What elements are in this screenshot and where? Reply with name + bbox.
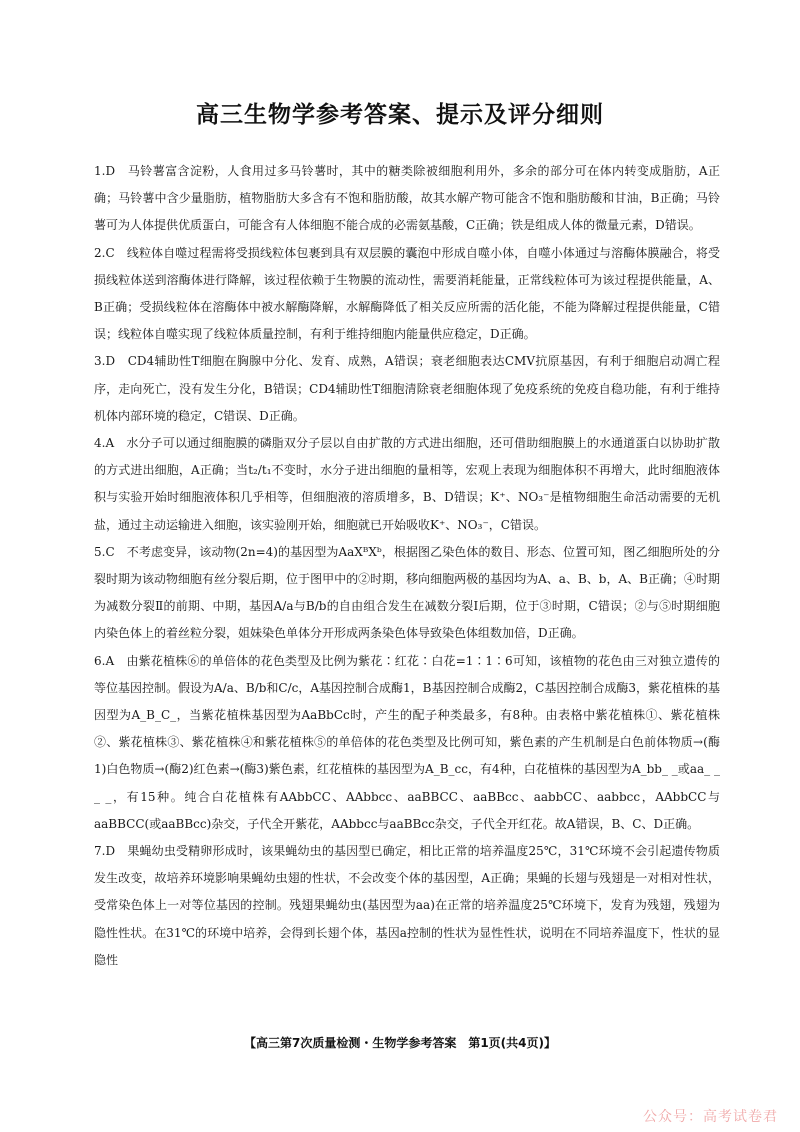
page-footer: 【高三第7次质量检测・生物学参考答案 第1页(共4页)】 [243,1036,557,1050]
answer-item-6: 6.A 由紫花植株⑥的单倍体的花色类型及比例为紫花∶红花∶白花=1∶1∶6可知，该植物的花色由三对独立遗传的等位基因控制。假设为A/a、B/b和C/c，A基因控制合成酶1，B基因控制合成酶2，C基因控制合成酶3，紫花植株的基因型为A_B_C_，当紫花植株基因型为AaBbCc时，产生的配子种类最多，有8种。由表格中紫花植株①、紫花植株②、紫花植株③、紫花植株④和紫花植株⑤的单倍体的花色类型及比例可知，紫色素的产生机制是白色前体物质→(酶1)白色物质→(酶2)红色素→(酶3)紫色素，红花植株的基因型为A_B_cc，有4种，白花植株的基因型为A_bb_ _或aa_ _ _ _，有15种。纯合白花植株有AAbbCC、AAbbcc、aaBBCC、aaBBcc、aabbCC、aabbcc，AAbbCC与aaBBCC(或aaBBcc)杂交，子代全开紫花，AAbbcc与aaBBcc杂交，子代全开红花。故A错误，B、C、D正确。 [94,653,720,831]
answer-item-1: 1.D 马铃薯富含淀粉，人食用过多马铃薯时，其中的糖类除被细胞利用外，多余的部分可在体内转变成脂肪，A正确；马铃薯中含少量脂肪，植物脂肪大多含有不饱和脂肪酸，故其水解产物可能含不饱和脂肪酸和甘油，B正确；马铃薯可为人体提供优质蛋白，可能含有人体细胞不能合成的必需氨基酸，C正确；铁是组成人体的微量元素，D错误。 [94,164,720,233]
page-title: 高三生物学参考答案、提示及评分细则 [196,102,604,128]
answer-item-5: 5.C 不考虑变异，该动物(2n=4)的基因型为AaXᴮXᵇ，根据图乙染色体的数目、形态、位置可知，图乙细胞所处的分裂时期为该动物细胞有丝分裂后期，位于图甲中的②时期，移向细胞两极的基因均为A、a、B、b，A、B正确；④时期为减数分裂Ⅱ的前期、中期，基因A/a与B/b的自由组合发生在减数分裂Ⅰ后期，位于③时期，C错误；②与⑤时期细胞内染色体上的着丝粒分裂，姐妹染色单体分开形成两条染色体导致染色体组数加倍，D正确。 [94,544,720,641]
answer-item-3: 3.D CD4辅助性T细胞在胸腺中分化、发育、成熟，A错误；衰老细胞表达CMV抗原基因，有利于细胞启动凋亡程序，走向死亡，没有发生分化，B错误；CD4辅助性T细胞清除衰老细胞体现了免疫系统的免疫自稳功能，有利于维持机体内部环境的稳定，C错误、D正确。 [94,354,720,423]
answer-item-2: 2.C 线粒体自噬过程需将受损线粒体包裹到具有双层膜的囊泡中形成自噬小体，自噬小体通过与溶酶体膜融合，将受损线粒体送到溶酶体进行降解，该过程依赖于生物膜的流动性，需要消耗能量，正常线粒体可为该过程提供能量，A、B正确；受损线粒体在溶酶体中被水解酶降解，水解酶降低了相关反应所需的活化能，不能为降解过程提供能量，C错误；线粒体自噬实现了线粒体质量控制，有利于维持细胞内能量供应稳定，D正确。 [94,245,720,342]
answer-item-7: 7.D 果蝇幼虫受精卵形成时，该果蝇幼虫的基因型已确定，相比正常的培养温度25℃，31℃环境不会引起遗传物质发生改变，故培养环境影响果蝇幼虫翅的性状，不会改变个体的基因型，A正确；果蝇的长翅与残翅是一对相对性状，受常染色体上一对等位基因的控制。残翅果蝇幼虫(基因型为aa)在正常的培养温度25℃环境下，发育为残翅，残翅为隐性性状。在31℃的环境中培养，会得到长翅个体，基因a控制的性状为显性性状，说明在不同培养温度下，性状的显隐性 [94,844,720,967]
answer-list [94,158,720,974]
watermark-text: 公众号：高考试卷君 [643,1109,778,1125]
answer-item-4: 4.A 水分子可以通过细胞膜的磷脂双分子层以自由扩散的方式进出细胞，还可借助细胞膜上的水通道蛋白以协助扩散的方式进出细胞，A正确；当t₂/t₁不变时，水分子进出细胞的量相等，宏观上表现为细胞体积不再增大，此时细胞液体积与实验开始时细胞液体积几乎相等，但细胞液的溶质增多，B、D错误；K⁺、NO₃⁻是植物细胞生命活动需要的无机盐，通过主动运输进入细胞，该实验刚开始，细胞就已开始吸收K⁺、NO₃⁻，C错误。 [94,436,720,532]
